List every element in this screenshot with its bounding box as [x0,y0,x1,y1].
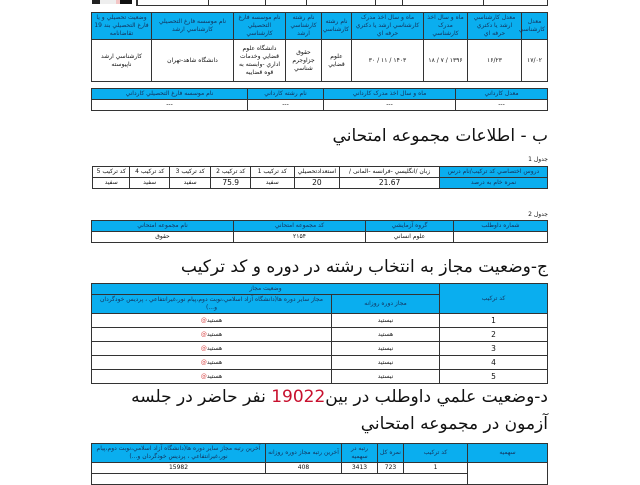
info-at-icon: @ [200,372,207,380]
day-status: نيستيد [332,342,440,356]
info-at-icon: @ [200,344,207,352]
other-status [92,370,332,384]
header-exam-group: گروه آزمايشي [366,221,454,232]
header-last-rank-day: آخرين رتبه مجاز دوره روزانه [266,444,342,463]
header-bachelor-institute: نام موسسه فارغ التحصيلي کارشناسي [234,13,286,40]
header-eligibility-status: وضعيت مجاز [92,284,440,295]
associate-date: --- [324,100,456,111]
score-code-5: سفيد [93,178,130,189]
eligibility-table [91,283,548,384]
other-status-text: هستيد [206,372,223,380]
header-combination-code: کد ترکيب [440,284,548,314]
header-associate-institute: نام موسسه فارغ التحصيلي کارداني [92,89,248,100]
combination-code: 3 [440,342,548,356]
profile-thumbnail [92,0,132,4]
col-code-5: کد ترکيب 5 [93,167,130,178]
header-associate-gpa: معدل کارداني [456,89,548,100]
exam-set-name: حقوق [92,232,234,243]
table-row [92,342,548,356]
col-code-1: کد ترکيب 1 [250,167,294,178]
education-status: کارشناسي ارشد ناپيوسته [92,40,152,82]
header-combination-code: کد ترکيب [404,444,468,463]
day-status: هستيد [332,328,440,342]
combination-code: 2 [440,328,548,342]
masters-gpa: ۱۶/۲۳ [468,40,522,82]
header-other-courses: مجاز ساير دوره ها(دانشگاه آزاد اسلامي،نوبت دوم،پيام نور،غيرانتفاعي ، پرديس خودگردان و...) [92,295,332,314]
table2-caption: جدول 2 [528,211,548,218]
other-status-text: هستيد [206,358,223,366]
ranking-table [91,443,548,485]
last-rank-other: 15982 [92,463,266,474]
score-code-1: سفيد [250,178,294,189]
header-bachelor-date: ماه و سال اخذ مدرک کارشناسي [424,13,468,40]
day-status: نيستيد [332,314,440,328]
candidate-number [454,232,548,243]
score-code-2: 75.9 [211,178,250,189]
quota-rank: 3413 [342,463,378,474]
other-status [92,328,332,342]
other-status-text: هستيد [206,344,223,352]
other-status [92,356,332,370]
header-quota: سهميه [468,444,548,463]
day-status: نيستيد [332,356,440,370]
masters-date: ۱۴۰۳ / ۱۱ / ۳۰ [352,40,424,82]
table-row [92,370,548,384]
associate-degree-table [91,88,548,111]
candidate-count: 19022 [271,387,326,407]
top-partial-row [92,0,548,5]
table-row [92,314,548,328]
header-masters-gpa: معدل کارشناسي ارشد يا دکتري حرفه اي [468,13,522,40]
header-bachelor-gpa: معدل کارشناسي [522,13,548,40]
score-code-3: سفيد [169,178,211,189]
bachelor-date: ۱۳۹۶ / ۷ / ۱۸ [424,40,468,82]
other-status-text: هستيد [206,330,223,338]
masters-field: حقوق جزاوجرم شناسي [286,40,322,82]
day-status: نيستيد [332,370,440,384]
exam-group-table [91,220,548,243]
section-c-title: ج-وضعيت مجاز به انتخاب رشته در دوره و کد ترکيب [180,257,548,277]
col-language: زبان /انگليسي -فرانسه -المانی / [340,167,440,178]
section-d-title-line2: آزمون در مجموعه امتحاني [360,414,548,434]
masters-institute: دانشگاه شاهد-تهران [152,40,234,82]
bachelor-institute: دانشگاه علوم قضايي وخدمات اداري -وابسته به قوه قضاييه [234,40,286,82]
table-row-placeholder [92,474,468,485]
header-total-score: نمره کل [378,444,404,463]
associate-gpa: --- [456,100,548,111]
col-aptitude: استعدادتحصيلي [294,167,340,178]
header-masters-field: نام رشته کارشناسي ارشد [286,13,322,40]
header-quota-rank: رتبه در سهميه [342,444,378,463]
bachelor-field: علوم قضايي [322,40,352,82]
other-status [92,314,332,328]
header-last-rank-other: آخرين رتبه مجاز ساير دوره ها(دانشگاه آزاد اسلامي،نوبت دوم،پيام نور،غيرانتفاعي ، پرديس خودگردان و...) [92,444,266,463]
quota [468,463,548,485]
info-at-icon: @ [200,316,207,324]
associate-field: --- [248,100,324,111]
header-bachelor-field: نام رشته کارشناسي [322,13,352,40]
total-score: 723 [378,463,404,474]
header-exam-set-name: نام مجموعه امتحاني [92,221,234,232]
header-masters-date: ماه و سال اخذ مدرک کارشناسي ارشد يا دکتري حرفه اي [352,13,424,40]
bachelor-masters-table [91,12,548,82]
other-status [92,342,332,356]
row-header-raw-score: نمره خام به درصد [439,178,547,189]
table-row [92,463,548,474]
score-language: 21.67 [340,178,440,189]
score-code-4: سفيد [130,178,169,189]
score-aptitude: 20 [294,178,340,189]
section-d-title-prefix: د-وضعيت علمي داوطلب در بين [325,387,548,407]
combination-code: 5 [440,370,548,384]
table-row [92,328,548,342]
section-d-title [92,385,548,409]
header-day-course: مجاز دوره روزانه [332,295,440,314]
exam-set-code: ۲۱۵۴ [234,232,366,243]
exam-scores-table [92,166,548,189]
bachelor-gpa: ۱۷/۰۲ [522,40,548,82]
header-exam-set-code: کد مجموعه امتحاني [234,221,366,232]
previous-table-bottom-edge [136,0,548,6]
combination-code: 4 [440,356,548,370]
section-b-title: ب - اطلاعات مجموعه امتحاني [332,126,548,146]
col-code-4: کد ترکيب 4 [130,167,169,178]
header-associate-field: نام رشته کارداني [248,89,324,100]
col-code-3: کد ترکيب 3 [169,167,211,178]
combination-code: 1 [440,314,548,328]
header-education-status: وضعيت تحصيلي و يا فارغ التحصيلي بند 19 تقاضانامه [92,13,152,40]
col-code-2: کد ترکيب 2 [211,167,250,178]
section-d-title-suffix: نفر حاضر در جلسه [131,387,272,407]
other-status-text: هستيد [206,316,223,324]
table1-caption: جدول 1 [528,156,548,163]
associate-institute: --- [92,100,248,111]
exam-group: علوم انساني [366,232,454,243]
row-header-subjects: دروس اختصاصي کد ترکيب/نام درس [439,167,547,178]
info-at-icon: @ [200,330,207,338]
table-row [92,356,548,370]
info-at-icon: @ [200,358,207,366]
header-masters-institute: نام موسسه فارغ التحصيلي کارشناسي ارشد [152,13,234,40]
combination-code: 1 [404,463,468,474]
header-associate-date: ماه و سال اخذ مدرک کارداني [324,89,456,100]
header-candidate-number: شماره داوطلب [454,221,548,232]
last-rank-day: 408 [266,463,342,474]
